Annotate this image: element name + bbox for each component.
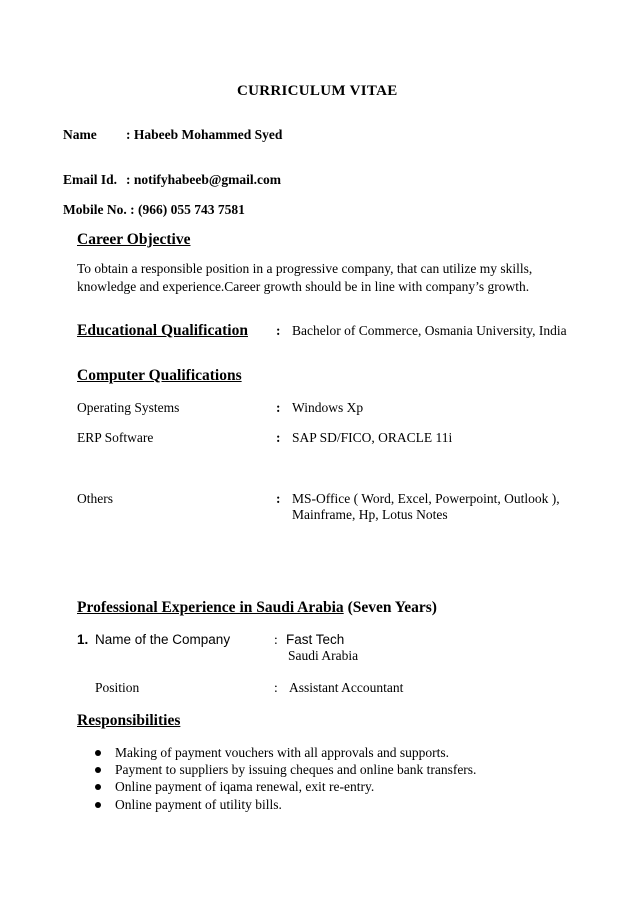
position-colon: : — [274, 680, 278, 695]
list-item — [95, 796, 476, 813]
experience-heading-suffix: (Seven Years) — [343, 599, 437, 616]
experience-heading — [77, 599, 437, 617]
mobile-label: Mobile No. : — [63, 202, 135, 217]
document-title: CURRICULUM VITAE — [237, 83, 398, 99]
computer-row-label: Operating Systems — [77, 400, 180, 415]
computer-qualifications-heading: Computer Qualifications — [77, 367, 242, 384]
computer-row-value: SAP SD/FICO, ORACLE 11i — [292, 430, 453, 445]
list-item-text: Making of payment vouchers with all approvals and supports. — [115, 745, 450, 760]
bullet-icon — [95, 802, 101, 808]
computer-row-label: Others — [77, 491, 113, 506]
list-item-text: Online payment of iqama renewal, exit re-entry. — [115, 779, 375, 795]
computer-row-label: ERP Software — [77, 430, 154, 445]
bullet-icon — [95, 767, 101, 773]
email-value: : notifyhabeeb@gmail.com — [126, 172, 282, 187]
career-objective-line-2: knowledge and experience.Career growth should be in line with company’s growth. — [77, 279, 530, 294]
list-item — [95, 778, 476, 795]
computer-row-value-continued: Mainframe, Hp, Lotus Notes — [292, 507, 448, 522]
computer-row-value: MS-Office ( Word, Excel, Powerpoint, Outlook ), — [292, 491, 560, 506]
computer-row-colon: : — [276, 400, 281, 415]
education-colon: : — [276, 323, 281, 338]
responsibilities-list — [95, 744, 476, 813]
career-objective-line-1: To obtain a responsible position in a progressive company, that can utilize my skills, — [77, 261, 533, 276]
list-item — [95, 761, 476, 778]
career-objective-heading: Career Objective — [77, 231, 191, 248]
mobile-value: (966) 055 743 7581 — [138, 202, 245, 217]
education-value: Bachelor of Commerce, Osmania University, India — [292, 323, 567, 338]
position-value: Assistant Accountant — [289, 680, 404, 695]
computer-row-colon: : — [276, 430, 281, 445]
email-label: Email Id. — [63, 172, 118, 187]
list-item-text: Online payment of utility bills. — [115, 796, 282, 812]
list-item — [95, 744, 476, 761]
bullet-icon — [95, 784, 101, 790]
computer-row-value: Windows Xp — [292, 400, 364, 415]
company-colon: : — [274, 632, 278, 647]
experience-heading-main: Professional Experience in Saudi Arabia — [77, 599, 344, 616]
company-number: 1. — [77, 632, 89, 647]
bullet-icon — [95, 750, 101, 756]
company-label: Name of the Company — [95, 632, 231, 647]
name-label: Name — [63, 127, 97, 142]
education-heading: Educational Qualification — [77, 322, 248, 339]
list-item-text: Payment to suppliers by issuing cheques and online bank transfers. — [115, 762, 477, 778]
company-location: Saudi Arabia — [288, 648, 359, 663]
position-label: Position — [95, 680, 140, 695]
company-value: Fast Tech — [286, 632, 345, 647]
computer-row-colon: : — [276, 491, 281, 506]
name-value: : Habeeb Mohammed Syed — [126, 127, 283, 142]
responsibilities-heading: Responsibilities — [77, 712, 181, 729]
